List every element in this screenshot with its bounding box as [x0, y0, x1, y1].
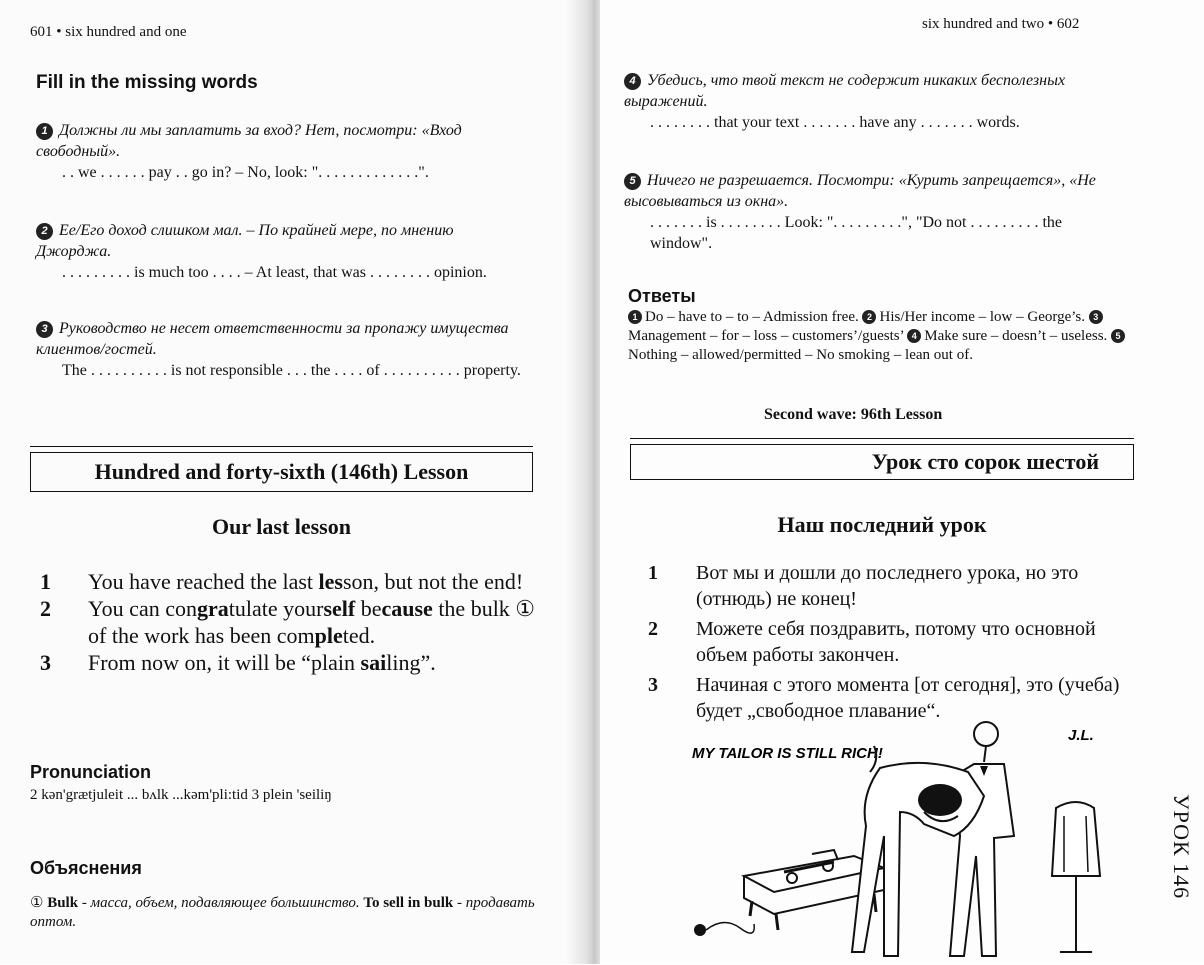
- lesson-heading: Hundred and forty-sixth (146th) Lesson: [94, 459, 469, 484]
- note-term: To sell in bulk: [359, 895, 454, 911]
- running-head-left: 601 • six hundred and one: [30, 24, 187, 40]
- exercise-ru: Ничего не разрешается. Посмотри: «Курить запрещается», «Не высовываться из окна».: [624, 172, 1096, 210]
- line-text: You have reached the last lesson, but not the end!: [88, 569, 524, 594]
- side-label: УРОК 146: [1169, 794, 1194, 900]
- exercise-number-2: 2: [36, 223, 53, 240]
- lesson-title: Наш последний урок: [777, 512, 987, 537]
- tailor-cartoon: [684, 716, 1134, 960]
- divider: [630, 438, 1134, 439]
- exercise-en: . . . . . . . . . is much too . . . . – At least, that was . . . . . . . . opinion.: [62, 264, 487, 281]
- lesson-heading-box: [630, 444, 1134, 480]
- line-text: Вот мы и дошли до последнего урока, но это (отнюдь) не конец!: [696, 562, 1079, 610]
- lesson-line: [40, 568, 536, 595]
- pronunciation-text: 2 kən'grætjuleit ... bʌlk ...kəm'pli:tid 3 plein 'seiliŋ: [30, 787, 332, 803]
- lesson-line: [648, 616, 1138, 668]
- left-page: [0, 0, 590, 964]
- answer-text: His/Her income – low – George’s.: [879, 309, 1089, 325]
- exercise-number-5: 5: [624, 173, 641, 190]
- exercise-ru: Убедись, что твой текст не содержит никаких бесполезных выражений.: [624, 72, 1066, 110]
- answers-text: [628, 308, 1132, 365]
- running-head-right: six hundred and two • 602: [922, 16, 1080, 32]
- note-term: Bulk: [47, 895, 79, 911]
- notes-heading: Объяснения: [30, 858, 142, 878]
- lesson-lines: [40, 568, 536, 676]
- exercise-ru: Руководство не несет ответственности за пропажу имущества клиентов/гостей.: [36, 320, 509, 358]
- second-wave: Second wave: 96th Lesson: [764, 406, 943, 423]
- line-number: 2: [648, 618, 658, 640]
- exercise-4: [624, 70, 1124, 133]
- exercise-1: [36, 120, 530, 183]
- answer-text: Management – for – loss – customers’/guests’: [628, 328, 908, 344]
- answer-text: Make sure – doesn’t – useless.: [924, 328, 1112, 344]
- note-1: [30, 894, 540, 932]
- lesson-line: [40, 649, 536, 676]
- note-definition: - продавать оптом.: [30, 895, 535, 930]
- line-number: 3: [648, 674, 658, 696]
- lesson-line: [40, 595, 536, 649]
- answer-number: 2: [862, 310, 876, 324]
- exercise-en: The . . . . . . . . . . is not responsible . . . the . . . . of . . . . . . . . . . property.: [62, 362, 521, 379]
- exercise-3: [36, 318, 530, 381]
- line-number: 1: [648, 562, 658, 584]
- exercise-heading: Fill in the missing words: [36, 72, 258, 93]
- exercise-ru: Должны ли мы заплатить за вход? Нет, посмотри: «Вход свободный».: [36, 122, 462, 160]
- exercise-en: . . . . . . . . that your text . . . . . . . have any . . . . . . . words.: [650, 114, 1020, 131]
- line-number: 1: [40, 569, 51, 594]
- divider: [30, 446, 533, 447]
- answer-number: 5: [1111, 329, 1125, 343]
- line-text: From now on, it will be “plain sailing”.: [88, 650, 436, 675]
- answer-number: 3: [1089, 310, 1103, 324]
- cartoon-signature: J.L.: [1068, 727, 1094, 744]
- answers-heading: Ответы: [628, 286, 696, 306]
- pronunciation-heading: Pronunciation: [30, 762, 151, 782]
- lesson-heading: Урок сто сорок шестой: [871, 449, 1099, 474]
- lesson-lines: [648, 560, 1138, 728]
- answer-text: Do – have to – to – Admission free.: [645, 309, 863, 325]
- exercise-number-3: 3: [36, 321, 53, 338]
- book-gutter: [566, 0, 604, 964]
- exercise-5: [624, 170, 1124, 254]
- cartoon-caption: MY TAILOR IS STILL RICH!: [692, 745, 883, 762]
- answer-number: 1: [628, 310, 642, 324]
- exercise-ru: Ее/Его доход слишком мал. – По крайней мере, по мнению Джорджа.: [36, 222, 454, 260]
- lesson-heading-box: [30, 452, 533, 492]
- lesson-line: [648, 560, 1138, 612]
- exercise-en: . . . . . . . is . . . . . . . . Look: ". . . . . . . . .", "Do not . . . . . . . . . the window".: [650, 214, 1063, 252]
- exercise-en: . . we . . . . . . pay . . go in? – No, look: ". . . . . . . . . . . . .".: [62, 164, 429, 181]
- cartoon-illustration: [684, 716, 1134, 960]
- exercise-number-4: 4: [624, 73, 641, 90]
- line-number: 2: [40, 596, 51, 621]
- right-page: [600, 0, 1204, 964]
- answer-text: Nothing – allowed/permitted – No smoking – lean out of.: [628, 347, 973, 363]
- line-number: 3: [40, 650, 51, 675]
- note-marker: ①: [30, 895, 44, 911]
- note-definition: - масса, объем, подавляющее большинство.: [78, 895, 360, 911]
- lesson-title: Our last lesson: [212, 514, 351, 539]
- line-text: Начиная с этого момента [от сегодня], это (учеба) будет „свободное плавание“.: [696, 674, 1120, 722]
- answer-number: 4: [907, 329, 921, 343]
- exercise-number-1: 1: [36, 123, 53, 140]
- line-text: You can congratulate yourself because the bulk ① of the work has been completed.: [88, 596, 536, 648]
- line-text: Можете себя поздравить, потому что основной объем работы закончен.: [696, 618, 1096, 666]
- exercise-2: [36, 220, 530, 283]
